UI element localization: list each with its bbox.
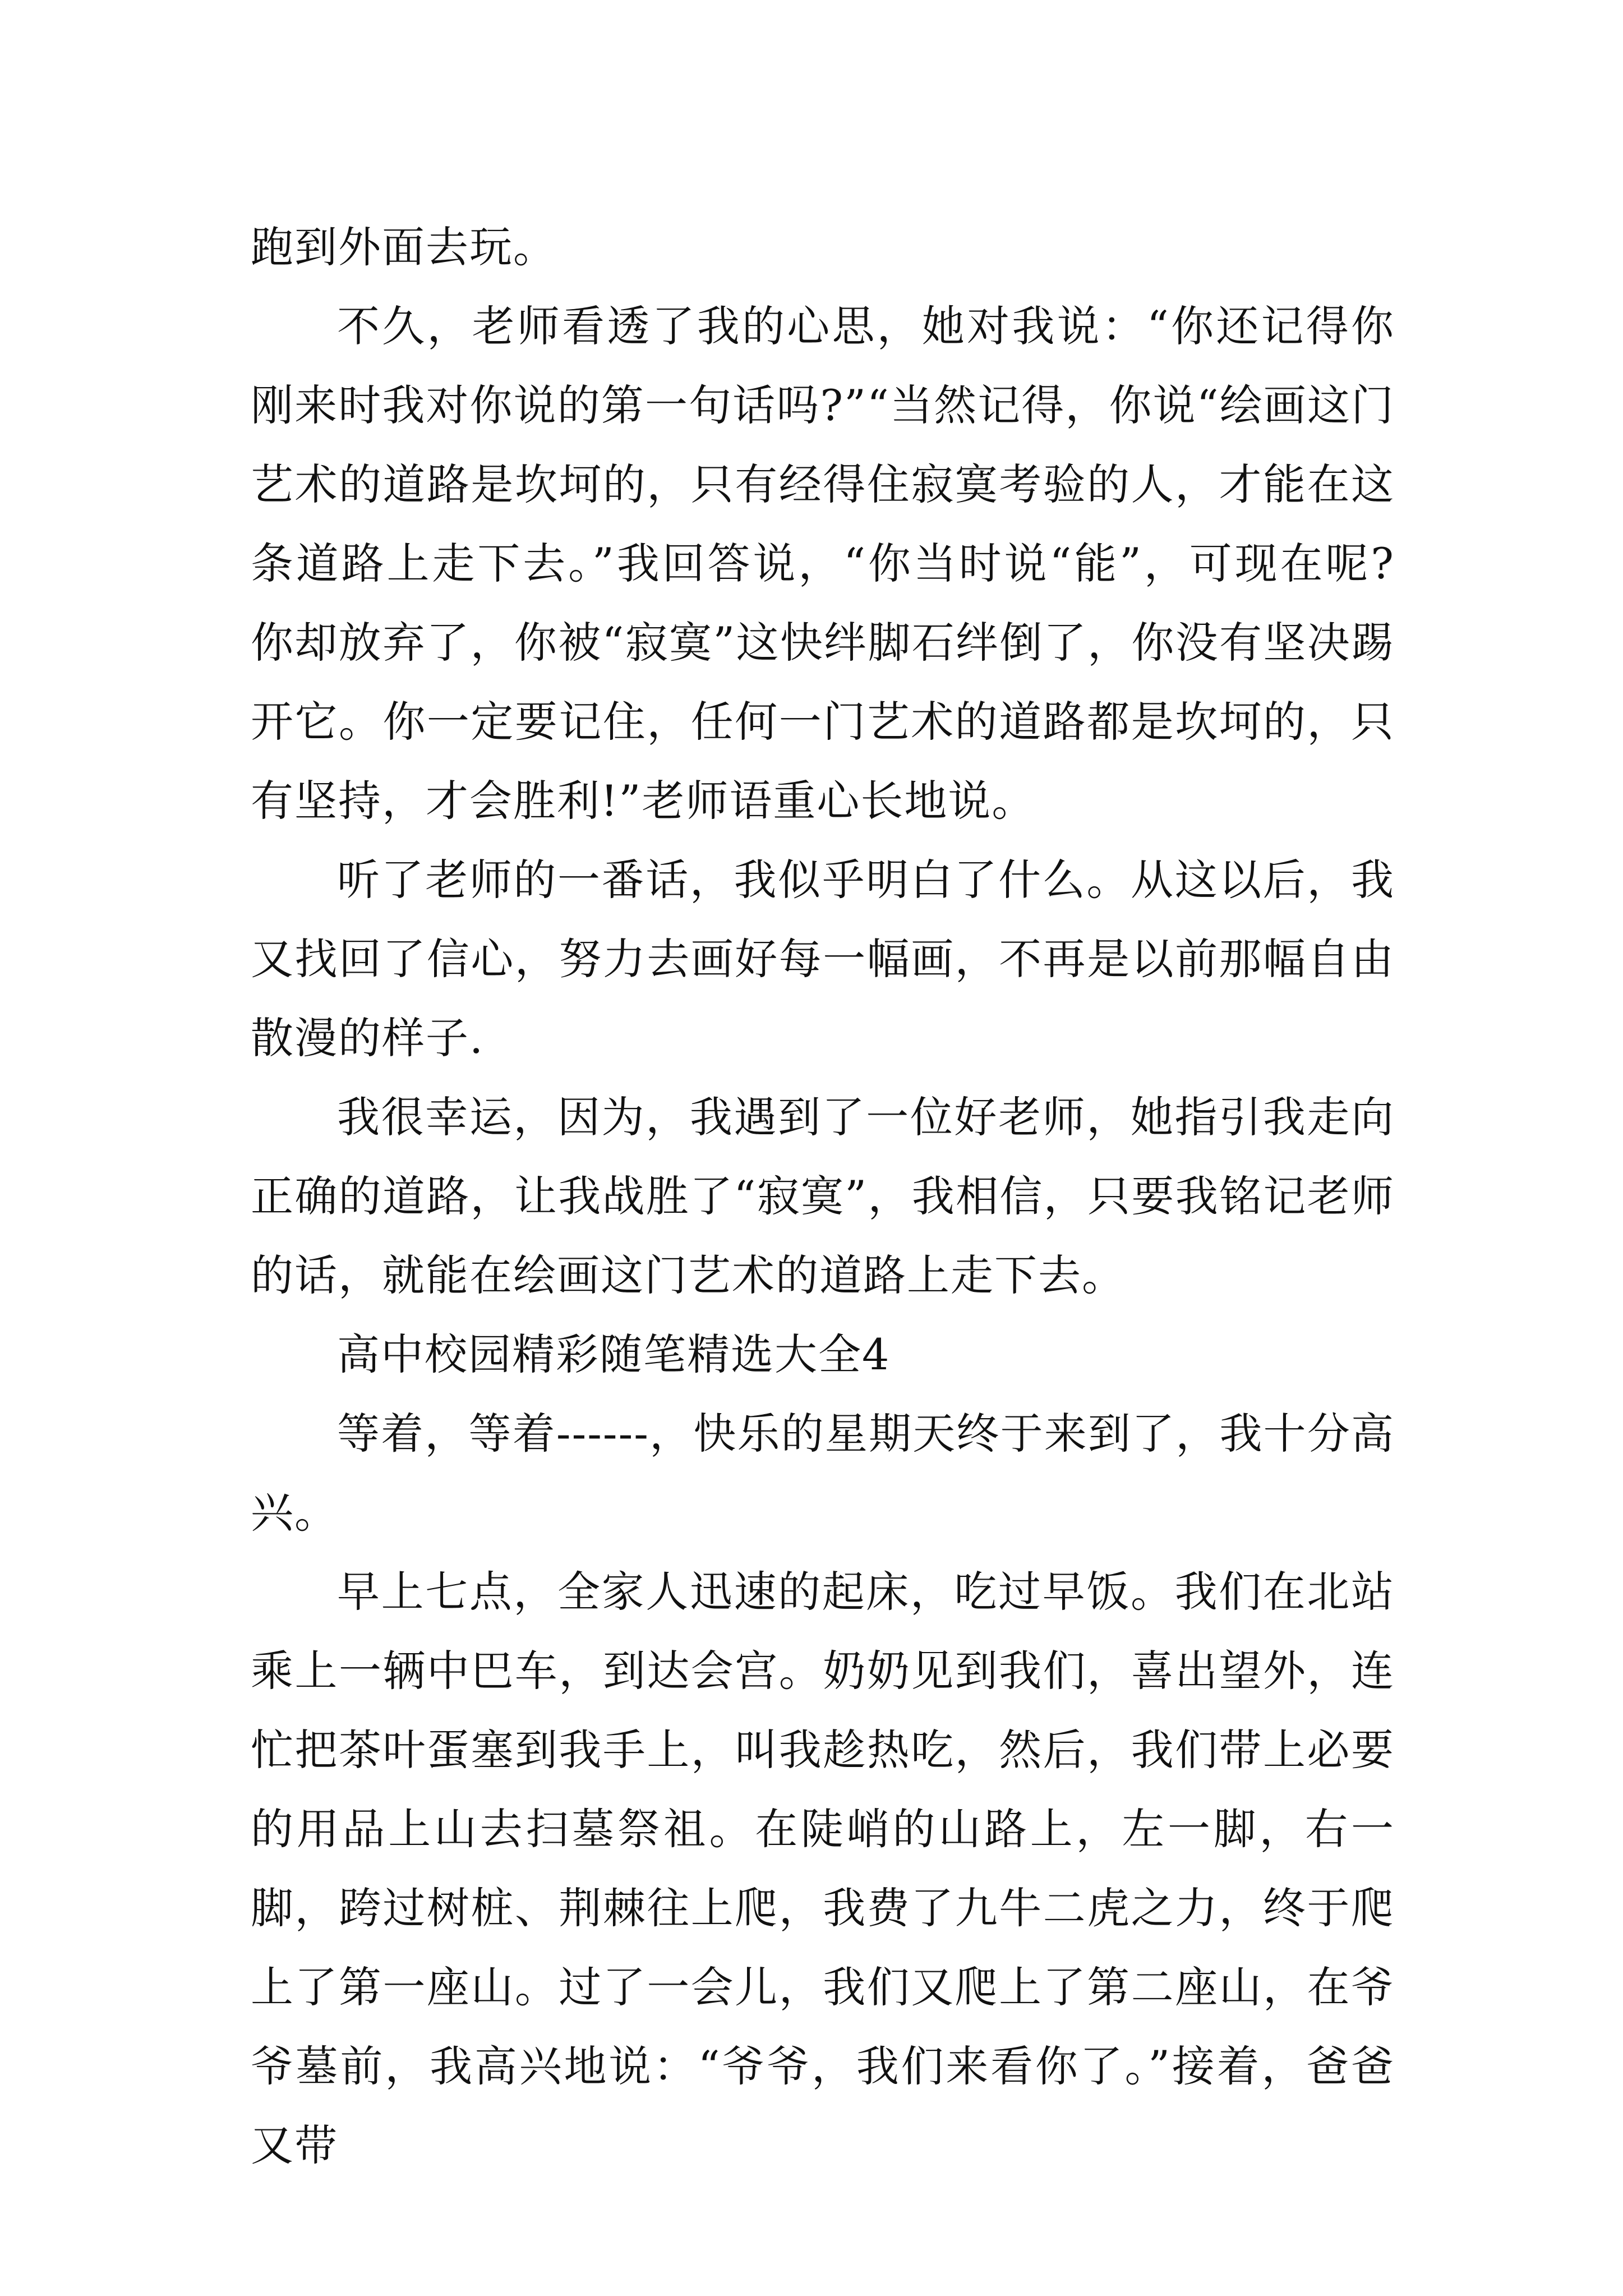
document-body [251,208,1395,2185]
paragraph: 听了老师的一番话，我似乎明白了什么。从这以后，我又找回了信心，努力去画好每一幅画，不再是以前那幅自由散漫的样子. [251,855,1395,1063]
paragraph: 早上七点，全家人迅速的起床，吃过早饭。我们在北站乘上一辆中巴车，到达会宫。奶奶见到我们，喜出望外，连忙把茶叶蛋塞到我手上，叫我趁热吃，然后，我们带上必要的用品上山去扫墓祭祖。在陡峭的山路上，左一脚，右一脚，跨过树桩、荆棘往上爬，我费了九牛二虎之力，终于爬上了第一座山。过了一会儿，我们又爬上了第二座山，在爷爷墓前，我高兴地说：“爷爷，我们来看你了。”接着，爸爸又带 [251,1567,1395,2170]
paragraph: 等着，等着------，快乐的星期天终于来到了，我十分高兴。 [251,1409,1395,1538]
paragraph-continuation: 跑到外面去玩。 [251,222,557,272]
paragraph: 不久，老师看透了我的心思，她对我说：“你还记得你刚来时我对你说的第一句话吗?”“当然记得，你说“绘画这门艺术的道路是坎坷的，只有经得住寂寞考验的人，才能在这条道路上走下去。”我回答说，“你当时说“能”，可现在呢?你却放弃了，你被“寂寞”这快绊脚石绊倒了，你没有坚决踢开它。你一定要记住，任何一门艺术的道路都是坎坷的，只有坚持，才会胜利!”老师语重心长地说。 [251,301,1395,826]
section-heading: 高中校园精彩随笔精选大全4 [337,1329,891,1379]
paragraph: 我很幸运，因为，我遇到了一位好老师，她指引我走向正确的道路，让我战胜了“寂寞”，我相信，只要我铭记老师的话，就能在绘画这门艺术的道路上走下去。 [251,1092,1395,1300]
